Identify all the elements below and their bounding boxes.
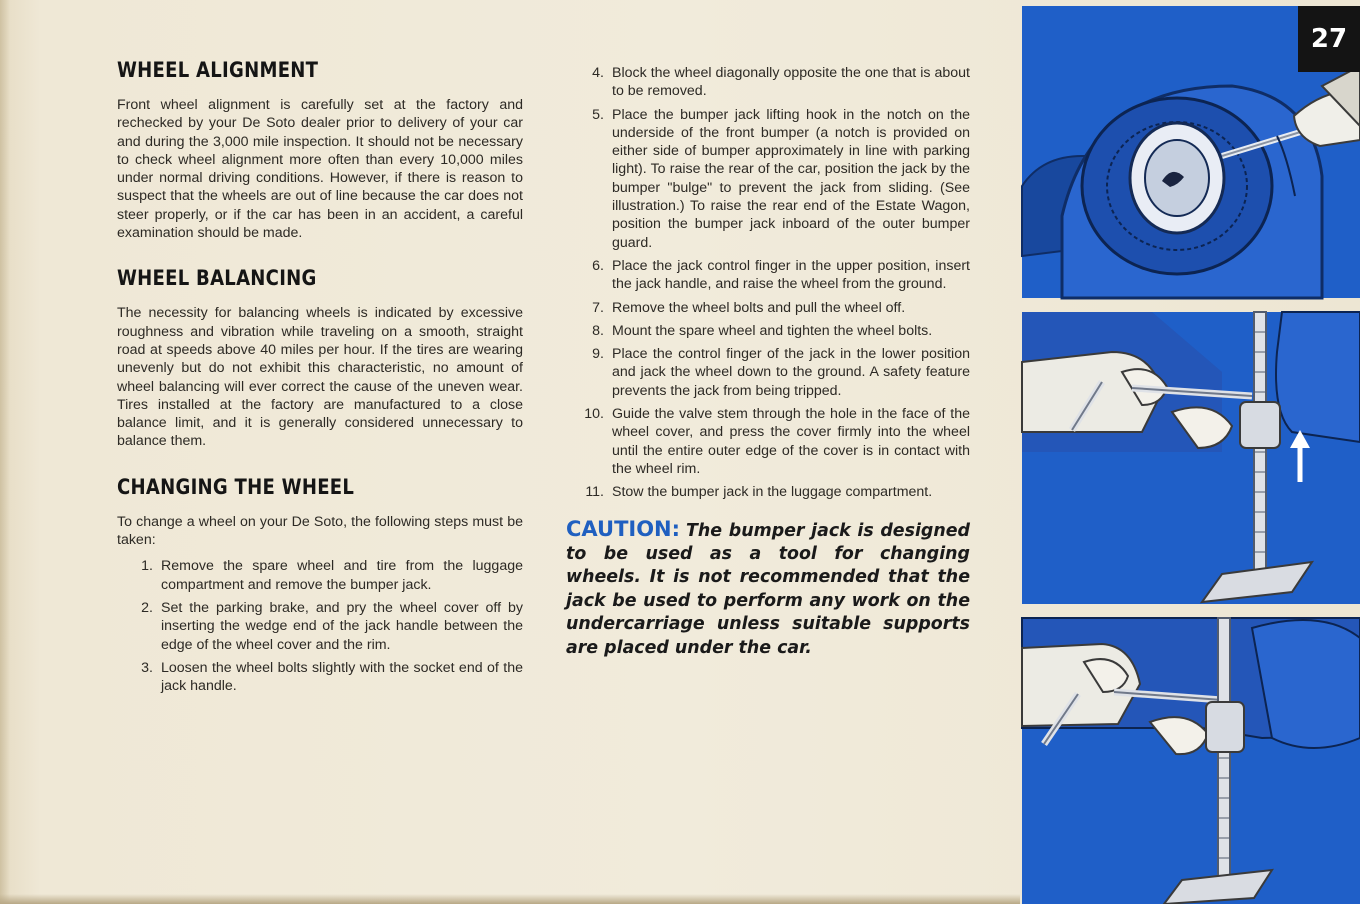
wheel-balancing-heading: WHEEL BALANCING — [117, 266, 317, 291]
step-text: Remove the wheel bolts and pull the wheel off. — [612, 299, 906, 316]
list-item — [566, 64, 970, 101]
jack-raising-drawing — [1022, 618, 1360, 904]
list-item — [566, 405, 970, 478]
step-text: Remove the spare wheel and tire from the luggage compartment and remove the bumper jack. — [161, 558, 523, 593]
wheel-alignment-body: Front wheel alignment is carefully set at the factory and rechecked by your De Soto dealer prior to delivery of your car and during the 3,000 mile inspection. It should not be necessary to check wheel alignment more often than every 10,000 miles under normal driving conditions. However, if there is reason to suspect that the wheels are out of line because the car does not steer properly, or if the car has been in an accident, a careful examination should be made. — [117, 97, 523, 242]
step-number: 1. — [141, 558, 153, 575]
wheel-balancing-section — [117, 266, 523, 450]
changing-wheel-steps-right — [566, 64, 970, 502]
step-text: Place the bumper jack lifting hook in the notch on the underside of the front bumper (a notch is provided on either side of bumper approximately in line with parking light). To raise the rear of the car, position the jack by the bumper "bulge" to prevent the jack from sliding. (See illustration.) To raise the rear end of the Estate Wagon, position the bumper jack inboard of the outer bumper guard. — [612, 106, 970, 251]
step-number: 7. — [592, 299, 604, 316]
left-column — [117, 58, 523, 719]
step-text: Loosen the wheel bolts slightly with the socket end of the jack handle. — [161, 659, 523, 695]
jack-raising-illustration — [1022, 618, 1360, 904]
list-item — [117, 557, 523, 594]
list-item — [566, 322, 970, 340]
step-text: Set the parking brake, and pry the wheel cover off by inserting the wedge end of the jack handle between the edge of the wheel cover and the rim. — [161, 599, 523, 653]
illustration-column — [1022, 6, 1360, 904]
changing-wheel-heading: CHANGING THE WHEEL — [117, 474, 355, 499]
step-text: Block the wheel diagonally opposite the one that is about to be removed. — [612, 65, 970, 100]
caution-label: CAUTION: — [566, 516, 681, 541]
list-item — [566, 106, 970, 252]
step-number: 9. — [592, 346, 604, 363]
list-item — [117, 659, 523, 696]
step-number: 5. — [592, 106, 604, 123]
list-item — [566, 483, 970, 501]
changing-wheel-intro: To change a wheel on your De Soto, the following steps must be taken: — [117, 513, 523, 549]
step-text: Place the jack control finger in the upper position, insert the jack handle, and raise the wheel from the ground. — [612, 257, 970, 293]
step-number: 10. — [584, 406, 604, 423]
step-text: Mount the spare wheel and tighten the wheel bolts. — [612, 322, 933, 339]
middle-column — [566, 64, 970, 660]
step-text: Stow the bumper jack in the luggage compartment. — [612, 484, 933, 501]
list-item — [566, 257, 970, 294]
wheel-alignment-section — [117, 58, 523, 242]
step-number: 4. — [592, 65, 604, 81]
list-item — [566, 345, 970, 400]
changing-wheel-steps-left — [117, 557, 523, 695]
step-number: 8. — [592, 322, 604, 339]
step-text: Place the control finger of the jack in the lower position and jack the wheel down to the ground. A safety feature prevents the jack from being tripped. — [612, 346, 970, 399]
page-bottom-shadow — [0, 894, 1020, 904]
step-number: 3. — [141, 659, 153, 676]
list-item — [117, 599, 523, 654]
wheel-alignment-heading: WHEEL ALIGNMENT — [117, 58, 319, 82]
step-number: 6. — [592, 257, 604, 274]
caution-text: The bumper jack is designed to be used as a tool for changing wheels. It is not recommended that the jack be used to perform any work on the undercarriage unless suitable supports are placed under the car. — [566, 520, 970, 658]
page-binding-shadow — [0, 0, 10, 904]
changing-wheel-section — [117, 475, 523, 696]
caution-notice — [566, 518, 970, 660]
bumper-jack-drawing — [1022, 312, 1360, 604]
step-text: Guide the valve stem through the hole in the face of the wheel cover, and press the cover firmly into the wheel until the entire outer edge of the cover is in contact with the wheel rim. — [612, 406, 970, 477]
step-number: 11. — [585, 484, 604, 501]
step-number: 2. — [141, 599, 153, 616]
list-item — [566, 299, 970, 317]
wheel-balancing-body: The necessity for balancing wheels is indicated by excessive roughness and vibration while traveling on a smooth, straight road at speeds above 40 miles per hour. If the tires are wearing unevenly but do not exhibit this characteristic, no amount of wheel balancing will ever correct the cause of the uneven wear. Tires installed at the factory are manufactured to a close balance limit, and it is generally considered unnecessary to balance them. — [117, 305, 523, 450]
page-number: 27 — [1298, 6, 1360, 72]
bumper-jack-notch-illustration — [1022, 312, 1360, 604]
